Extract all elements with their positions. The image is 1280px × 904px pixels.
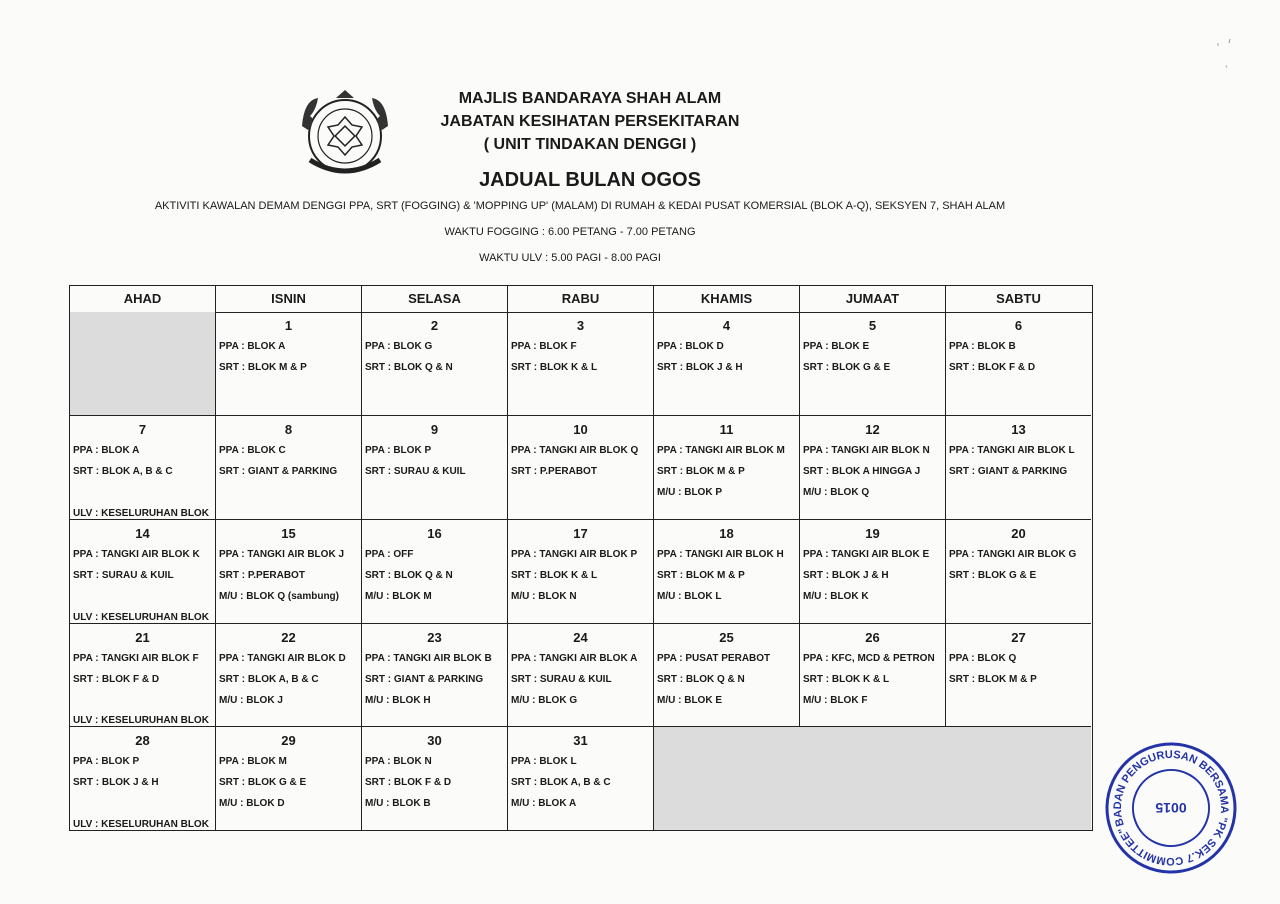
empty-day-cell xyxy=(654,727,1091,830)
activity-line: SRT : BLOK Q & N xyxy=(365,570,453,581)
activity-line: SRT : BLOK A, B & C xyxy=(219,674,319,685)
day-number: 14 xyxy=(135,526,150,541)
weekday-header: KHAMIS xyxy=(654,286,800,312)
council-logo-icon xyxy=(296,86,394,178)
day-number: 12 xyxy=(865,422,880,437)
ulv-line: ULV : KESELURUHAN BLOK xyxy=(73,508,209,519)
activity-line: PPA : TANGKI AIR BLOK M xyxy=(657,445,785,456)
activity-line: SRT : BLOK Q & N xyxy=(657,674,745,685)
activity-line: PPA : TANGKI AIR BLOK H xyxy=(657,549,784,560)
day-cell xyxy=(508,727,654,830)
activity-line: SRT : BLOK M & P xyxy=(657,466,745,477)
day-cell xyxy=(946,624,1091,727)
activity-line: PPA : BLOK N xyxy=(365,756,432,767)
day-cell xyxy=(508,416,654,520)
activity-line: M/U : BLOK M xyxy=(365,591,432,602)
day-cell xyxy=(362,727,508,830)
activity-line: PPA : TANGKI AIR BLOK J xyxy=(219,549,344,560)
activity-line: SRT : BLOK A, B & C xyxy=(511,777,611,788)
fogging-time: WAKTU FOGGING : 6.00 PETANG - 7.00 PETANG xyxy=(444,226,696,238)
council-name: MAJLIS BANDARAYA SHAH ALAM xyxy=(458,90,722,107)
schedule-calendar xyxy=(69,285,1093,831)
day-cell xyxy=(946,416,1091,520)
empty-day-cell xyxy=(70,312,216,416)
activity-line: PPA : TANGKI AIR BLOK P xyxy=(511,549,638,560)
activity-line: PPA : TANGKI AIR BLOK A xyxy=(511,653,638,664)
day-number: 21 xyxy=(135,630,150,645)
page-title: JADUAL BULAN OGOS xyxy=(479,169,701,191)
activity-line: PPA : BLOK M xyxy=(219,756,287,767)
day-cell xyxy=(70,416,216,520)
activity-line: SRT : BLOK F & D xyxy=(949,362,1036,373)
day-number: 17 xyxy=(573,526,588,541)
day-number: 31 xyxy=(573,733,588,748)
activity-line: PPA : BLOK G xyxy=(365,341,433,352)
day-number: 2 xyxy=(430,318,439,333)
day-number: 20 xyxy=(1011,526,1026,541)
day-cell xyxy=(800,312,946,416)
activity-line: PPA : BLOK L xyxy=(511,756,577,767)
activity-line: PPA : TANGKI AIR BLOK K xyxy=(73,549,200,560)
activity-line: PPA : TANGKI AIR BLOK D xyxy=(219,653,346,664)
day-number: 22 xyxy=(281,630,296,645)
unit-name: ( UNIT TINDAKAN DENGGI ) xyxy=(483,136,697,153)
activity-line: SRT : BLOK K & L xyxy=(511,362,598,373)
day-cell xyxy=(362,624,508,727)
day-number: 23 xyxy=(427,630,442,645)
day-number: 13 xyxy=(1011,422,1026,437)
day-number: 1 xyxy=(284,318,293,333)
activity-line: PPA : TANGKI AIR BLOK G xyxy=(949,549,1077,560)
activity-line: SRT : BLOK J & H xyxy=(657,362,743,373)
day-number: 6 xyxy=(1014,318,1023,333)
activity-line: PPA : TANGKI AIR BLOK F xyxy=(73,653,199,664)
day-number: 28 xyxy=(135,733,150,748)
activity-line: PPA : TANGKI AIR BLOK L xyxy=(949,445,1075,456)
day-number: 18 xyxy=(719,526,734,541)
day-number: 30 xyxy=(427,733,442,748)
day-cell xyxy=(800,416,946,520)
activity-line: PPA : BLOK Q xyxy=(949,653,1017,664)
activity-line: SRT : BLOK G & E xyxy=(219,777,307,788)
day-cell xyxy=(70,727,216,830)
activity-line: SRT : BLOK F & D xyxy=(73,674,160,685)
committee-stamp-icon xyxy=(1103,740,1239,876)
activity-line: M/U : BLOK Q xyxy=(803,487,870,498)
activity-line: M/U : BLOK G xyxy=(511,695,578,706)
activity-description: AKTIVITI KAWALAN DEMAM DENGGI PPA, SRT (FOGGING) & 'MOPPING UP' (MALAM) DI RUMAH & KEDAI PUSAT KOMERSIAL (BLOK A-Q), SEKSYEN 7, SHAH ALAM xyxy=(154,200,1006,212)
day-number: 27 xyxy=(1011,630,1026,645)
activity-line: SRT : SURAU & KUIL xyxy=(73,570,174,581)
day-cell xyxy=(654,312,800,416)
day-number: 11 xyxy=(719,422,734,437)
day-number: 25 xyxy=(719,630,734,645)
activity-line: M/U : BLOK D xyxy=(219,798,285,809)
day-cell xyxy=(70,520,216,624)
activity-line: SRT : BLOK F & D xyxy=(365,777,452,788)
activity-line: PPA : BLOK F xyxy=(511,341,577,352)
day-cell xyxy=(508,312,654,416)
activity-line: M/U : BLOK N xyxy=(511,591,577,602)
day-number: 8 xyxy=(284,422,293,437)
day-cell xyxy=(216,312,362,416)
activity-line: SRT : BLOK M & P xyxy=(219,362,307,373)
day-number: 29 xyxy=(281,733,296,748)
activity-line: SRT : BLOK K & L xyxy=(803,674,890,685)
activity-line: PPA : BLOK A xyxy=(73,445,140,456)
day-number: 16 xyxy=(427,526,442,541)
activity-line: M/U : BLOK B xyxy=(365,798,431,809)
day-cell xyxy=(946,520,1091,624)
activity-line: PPA : KFC, MCD & PETRON xyxy=(803,653,935,664)
ulv-line: ULV : KESELURUHAN BLOK xyxy=(73,612,209,623)
activity-line: SRT : BLOK M & P xyxy=(949,674,1037,685)
day-number: 3 xyxy=(576,318,585,333)
activity-line: PPA : BLOK E xyxy=(803,341,870,352)
weekday-header: JUMAAT xyxy=(800,286,946,312)
day-number: 7 xyxy=(138,422,147,437)
day-cell xyxy=(946,312,1091,416)
day-number: 19 xyxy=(865,526,880,541)
day-cell xyxy=(362,416,508,520)
day-cell xyxy=(216,624,362,727)
day-number: 15 xyxy=(281,526,296,541)
activity-line: SRT : BLOK G & E xyxy=(949,570,1037,581)
activity-line: SRT : BLOK K & L xyxy=(511,570,598,581)
day-cell xyxy=(362,312,508,416)
ulv-line: ULV : KESELURUHAN BLOK xyxy=(73,715,209,726)
activity-line: PPA : BLOK P xyxy=(365,445,432,456)
activity-line: M/U : BLOK Q (sambung) xyxy=(219,591,339,602)
activity-line: SRT : P.PERABOT xyxy=(219,570,305,581)
day-cell xyxy=(216,416,362,520)
activity-line: PPA : TANGKI AIR BLOK N xyxy=(803,445,930,456)
activity-line: M/U : BLOK A xyxy=(511,798,577,809)
activity-line: PPA : BLOK C xyxy=(219,445,286,456)
day-cell xyxy=(800,624,946,727)
weekday-header: AHAD xyxy=(70,286,216,312)
activity-line: PPA : BLOK B xyxy=(949,341,1016,352)
activity-line: SRT : GIANT & PARKING xyxy=(219,466,338,477)
day-cell xyxy=(508,520,654,624)
activity-line: M/U : BLOK P xyxy=(657,487,722,498)
activity-line: PPA : TANGKI AIR BLOK E xyxy=(803,549,930,560)
activity-line: SRT : SURAU & KUIL xyxy=(511,674,612,685)
activity-line: PPA : TANGKI AIR BLOK B xyxy=(365,653,492,664)
day-cell xyxy=(216,727,362,830)
weekday-header-row xyxy=(70,286,1092,313)
activity-line: M/U : BLOK K xyxy=(803,591,869,602)
activity-line: PPA : BLOK P xyxy=(73,756,140,767)
activity-line: M/U : BLOK E xyxy=(657,695,722,706)
day-cell xyxy=(508,624,654,727)
day-number: 5 xyxy=(868,318,877,333)
weekday-header: SELASA xyxy=(362,286,508,312)
activity-line: SRT : P.PERABOT xyxy=(511,466,597,477)
activity-line: PPA : BLOK D xyxy=(657,341,724,352)
day-cell xyxy=(216,520,362,624)
weekday-header: SABTU xyxy=(996,291,1041,306)
day-number: 4 xyxy=(722,318,731,333)
day-cell xyxy=(654,520,800,624)
activity-line: SRT : BLOK Q & N xyxy=(365,362,453,373)
day-number: 9 xyxy=(430,422,439,437)
day-cell xyxy=(362,520,508,624)
activity-line: M/U : BLOK J xyxy=(219,695,283,706)
scan-marks-icon xyxy=(1210,35,1240,75)
activity-line: SRT : SURAU & KUIL xyxy=(365,466,466,477)
activity-line: SRT : BLOK M & P xyxy=(657,570,745,581)
day-cell xyxy=(800,520,946,624)
svg-text:BADAN PENGURUSAN BERSAMA "PK S: BADAN PENGURUSAN BERSAMA "PK SEK.7 COMMITTEE" xyxy=(1111,748,1231,868)
activity-line: PPA : PUSAT PERABOT xyxy=(657,653,771,664)
activity-line: SRT : BLOK J & H xyxy=(803,570,889,581)
activity-line: SRT : GIANT & PARKING xyxy=(949,466,1068,477)
day-number: 10 xyxy=(573,422,588,437)
activity-line: M/U : BLOK F xyxy=(803,695,868,706)
activity-line: SRT : GIANT & PARKING xyxy=(365,674,484,685)
activity-line: SRT : BLOK J & H xyxy=(73,777,159,788)
activity-line: SRT : BLOK A, B & C xyxy=(73,466,173,477)
activity-line: SRT : BLOK G & E xyxy=(803,362,891,373)
day-number: 24 xyxy=(573,630,588,645)
day-cell xyxy=(70,624,216,727)
svg-text:0015: 0015 xyxy=(1155,800,1187,816)
activity-line: SRT : BLOK A HINGGA J xyxy=(803,466,921,477)
day-cell xyxy=(654,416,800,520)
day-cell xyxy=(654,624,800,727)
activity-line: M/U : BLOK L xyxy=(657,591,722,602)
activity-line: PPA : TANGKI AIR BLOK Q xyxy=(511,445,639,456)
ulv-line: ULV : KESELURUHAN BLOK xyxy=(73,819,209,830)
day-number: 26 xyxy=(865,630,880,645)
activity-line: PPA : OFF xyxy=(365,549,414,560)
activity-line: PPA : BLOK A xyxy=(219,341,286,352)
department-name: JABATAN KESIHATAN PERSEKITARAN xyxy=(440,113,740,130)
weekday-header: ISNIN xyxy=(216,286,362,312)
weekday-header: RABU xyxy=(508,286,654,312)
ulv-time: WAKTU ULV : 5.00 PAGI - 8.00 PAGI xyxy=(479,252,661,264)
activity-line: M/U : BLOK H xyxy=(365,695,431,706)
